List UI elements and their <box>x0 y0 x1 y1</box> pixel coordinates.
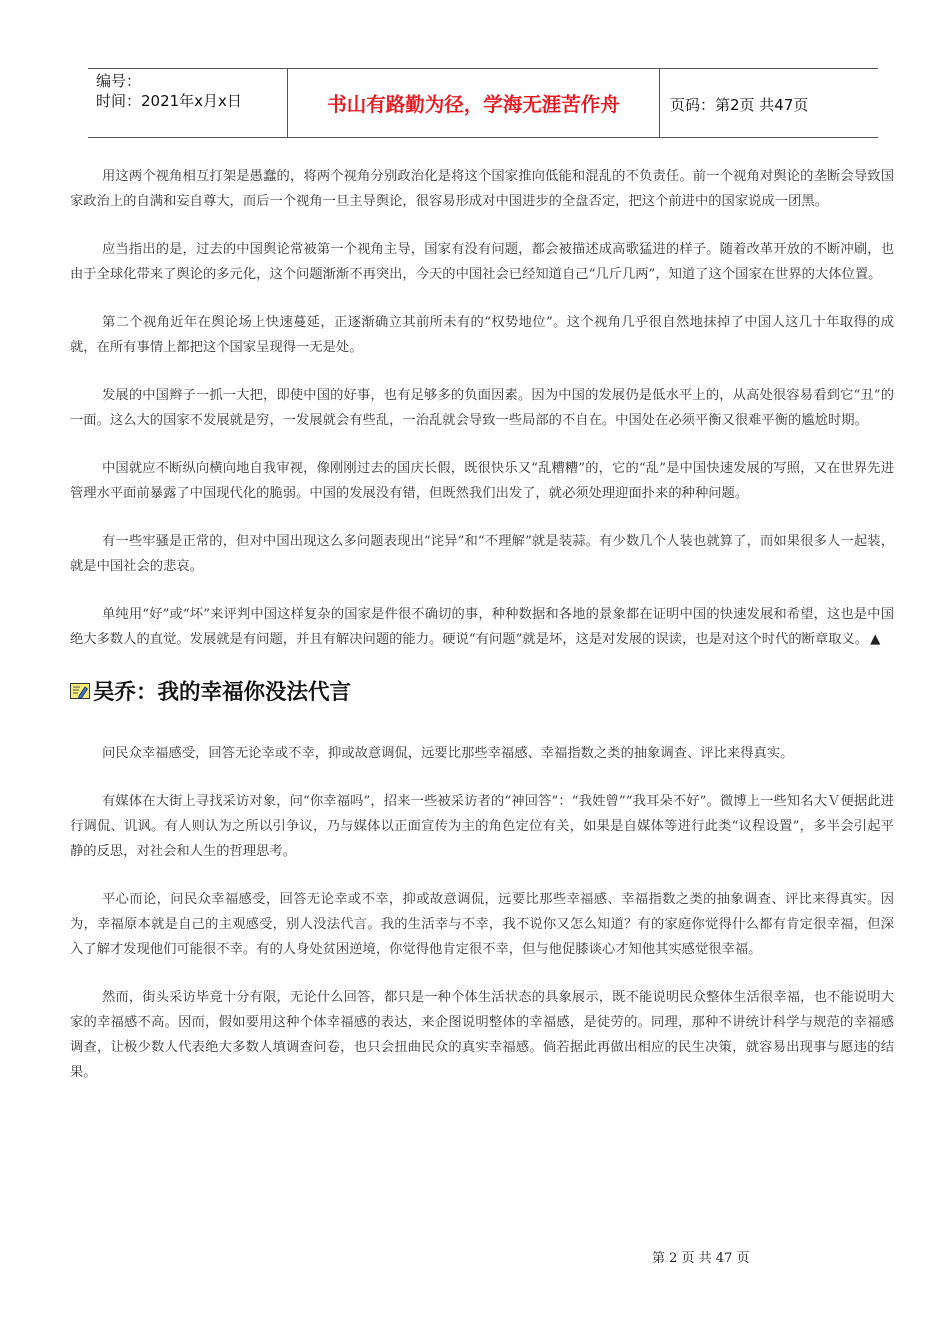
page-footer-number: 第 2 页 共 47 页 <box>652 1251 750 1266</box>
header-motto-cell <box>287 68 660 138</box>
document-pencil-icon <box>70 683 90 699</box>
document-body <box>70 164 894 1108</box>
closing-paragraph-text: 单纯用“好”或“坏”来评判中国这样复杂的国家是件很不确切的事，种种数据和各地的景象都在证明中国的快速发展和希望，这也是中国绝大多数人的直觉。发展就是有问题，并且有解决问题的能力。硬说“有问题”就是坏，这是对发展的误读，也是对这个时代的断章取义。 <box>70 607 894 647</box>
end-mark-triangle-icon: ▲ <box>870 632 881 647</box>
section-title: 吴乔：我的幸福你没法代言 <box>93 680 352 705</box>
paragraph: 平心而论，问民众幸福感受，回答无论幸或不幸，抑或故意调侃，远要比那些幸福感、幸福指数之类的抽象调查、评比来得真实。因为，幸福原本就是自己的主观感受，别人没法代言。我的生活幸与不幸，我不说你又怎么知道？有的家庭你觉得什么都有肯定很幸福，但深入了解才发现他们可能很不幸。有的人身处贫困逆境，你觉得他肯定很不幸，但与他促膝谈心才知他其实感觉很幸福。 <box>70 892 894 957</box>
header-left-cell <box>96 71 286 111</box>
document-time-label: 时间：2021年x月x日 <box>96 92 242 110</box>
paragraph: 然而，街头采访毕竟十分有限，无论什么回答，都只是一种个体生活状态的具象展示，既不能说明民众整体生活很幸福，也不能说明大家的幸福感不高。因而，假如要用这种个体幸福感的表达，来企图说明整体的幸福感，是徒劳的。同理，那种不讲统计科学与规范的幸福感调查，让极少数人代表绝大多数人填调查问卷，也只会扭曲民众的真实幸福感。倘若据此再做出相应的民生决策，就容易出现事与愿违的结果。 <box>70 990 894 1080</box>
paragraph: 有媒体在大街上寻找采访对象，问“你幸福吗”，招来一些被采访者的“神回答”：“我姓曾”“我耳朵不好”。微博上一些知名大Ｖ便据此进行调侃、讥讽。有人则认为之所以引争议，乃与媒体以正面宣传为主的角色定位有关，如果是自媒体等进行此类“议程设置”，多半会引起平静的反思，对社会和人生的哲理思考。 <box>70 794 894 859</box>
page-header <box>88 68 878 138</box>
header-page-number: 页码：第2页 共47页 <box>670 96 809 114</box>
paragraph: 第二个视角近年在舆论场上快速蔓延，正逐渐确立其前所未有的“权势地位”。这个视角几乎很自然地抹掉了中国人这几十年取得的成就，在所有事情上都把这个国家呈现得一无是处。 <box>70 315 894 355</box>
document-number-label: 编号： <box>96 72 142 90</box>
header-motto: 书山有路勤为径，学海无涯苦作舟 <box>327 93 620 116</box>
closing-paragraph <box>70 602 894 652</box>
paragraph: 问民众幸福感受，回答无论幸或不幸，抑或故意调侃，远要比那些幸福感、幸福指数之类的抽象调查、评比来得真实。 <box>102 746 794 761</box>
paragraph: 中国就应不断纵向横向地自我审视，像刚刚过去的国庆长假，既很快乐又“乱糟糟”的，它的“乱”是中国快速发展的写照，又在世界先进管理水平面前暴露了中国现代化的脆弱。中国的发展没有错，但既然我们出发了，就必须处理迎面扑来的种种问题。 <box>70 461 894 501</box>
paragraph: 应当指出的是，过去的中国舆论常被第一个视角主导，国家有没有问题，都会被描述成高歌猛进的样子。随着改革开放的不断冲刷，也由于全球化带来了舆论的多元化，这个问题渐渐不再突出，今天的中国社会已经知道自己“几斤几两”，知道了这个国家在世界的大体位置。 <box>70 242 894 282</box>
section-heading <box>70 675 894 706</box>
paragraph: 发展的中国辫子一抓一大把，即使中国的好事，也有足够多的负面因素。因为中国的发展仍是低水平上的，从高处很容易看到它“丑”的一面。这么大的国家不发展就是穷，一发展就会有些乱，一治乱就会导致一些局部的不自在。中国处在必须平衡又很难平衡的尴尬时期。 <box>70 388 895 428</box>
paragraph: 用这两个视角相互打架是愚蠢的，将两个视角分别政治化是将这个国家推向低能和混乱的不负责任。前一个视角对舆论的垄断会导致国家政治上的自满和妄自尊大，而后一个视角一旦主导舆论，很容易形成对中国进步的全盘否定，把这个前进中的国家说成一团黑。 <box>70 169 894 209</box>
paragraph: 有一些牢骚是正常的，但对中国出现这么多问题表现出“诧异”和“不理解”就是装蒜。有少数几个人装也就算了，而如果很多人一起装，就是中国社会的悲哀。 <box>70 534 894 574</box>
